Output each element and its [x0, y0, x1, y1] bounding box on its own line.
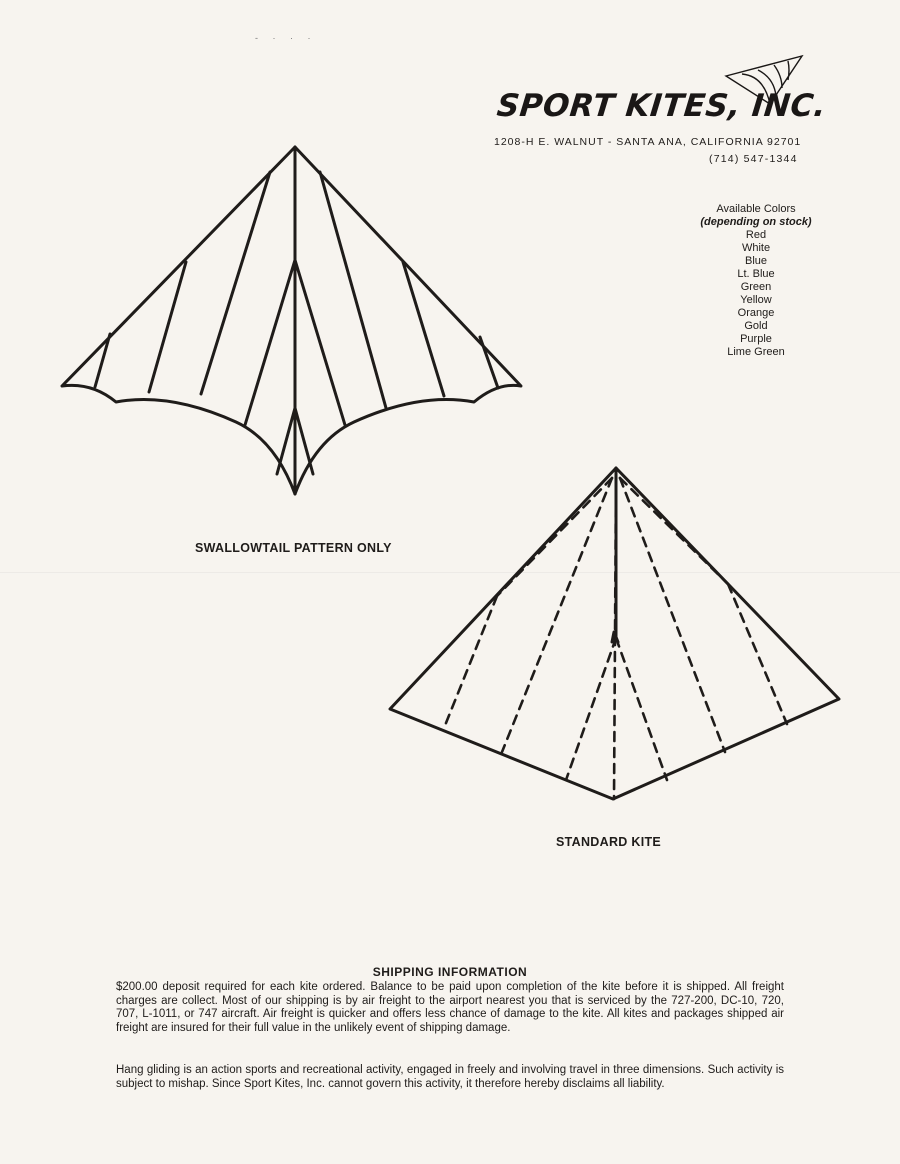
company-name: SPORT KITES, INC. [495, 88, 829, 124]
swallowtail-kite-drawing [62, 147, 521, 494]
colors-heading: Available Colors [716, 203, 796, 215]
shipping-paragraph: $200.00 deposit required for each kite ordered. Balance to be paid upon completion of the kite before it is shipped. All freight charges are collect. Most of our shipping is by air freight to the airport nearest you that is serviced by the 727-200, DC-10, 720, 707, L-1011, or 747 aircraft. Air freight is quicker and offers less chance of damage to the kite. All kites and packages shipped air freight are insured for their full value in the unlikely event of shipping damage. [116, 981, 784, 1034]
color-item: Green [740, 281, 772, 293]
color-item: Blue [744, 255, 768, 267]
company-phone: (714) 547-1344 [709, 153, 798, 165]
color-item: Lime Green [727, 346, 785, 358]
color-item: Lt. Blue [737, 268, 775, 280]
colors-subheading: (depending on stock) [700, 216, 812, 228]
color-item: Yellow [740, 294, 772, 306]
color-item: White [741, 242, 771, 254]
liability-paragraph: Hang gliding is an action sports and recreational activity, engaged in freely and involving travel in three dimensions. Such activity is subject to mishap. Since Sport Kites, Inc. cannot govern this activity, it therefore hereby disclaims all liability. [116, 1064, 784, 1090]
company-address: 1208-H E. WALNUT - SANTA ANA, CALIFORNIA 92701 [494, 136, 802, 148]
swallowtail-caption: SWALLOWTAIL PATTERN ONLY [195, 541, 392, 555]
color-item: Red [745, 229, 767, 241]
color-item: Orange [737, 307, 775, 319]
standard-kite-drawing [390, 468, 839, 799]
standard-kite-caption: STANDARD KITE [556, 835, 662, 849]
stray-marks: - · · · [255, 33, 317, 43]
shipping-title: SHIPPING INFORMATION [372, 965, 528, 979]
color-item: Purple [740, 333, 772, 345]
color-item: Gold [744, 320, 768, 332]
